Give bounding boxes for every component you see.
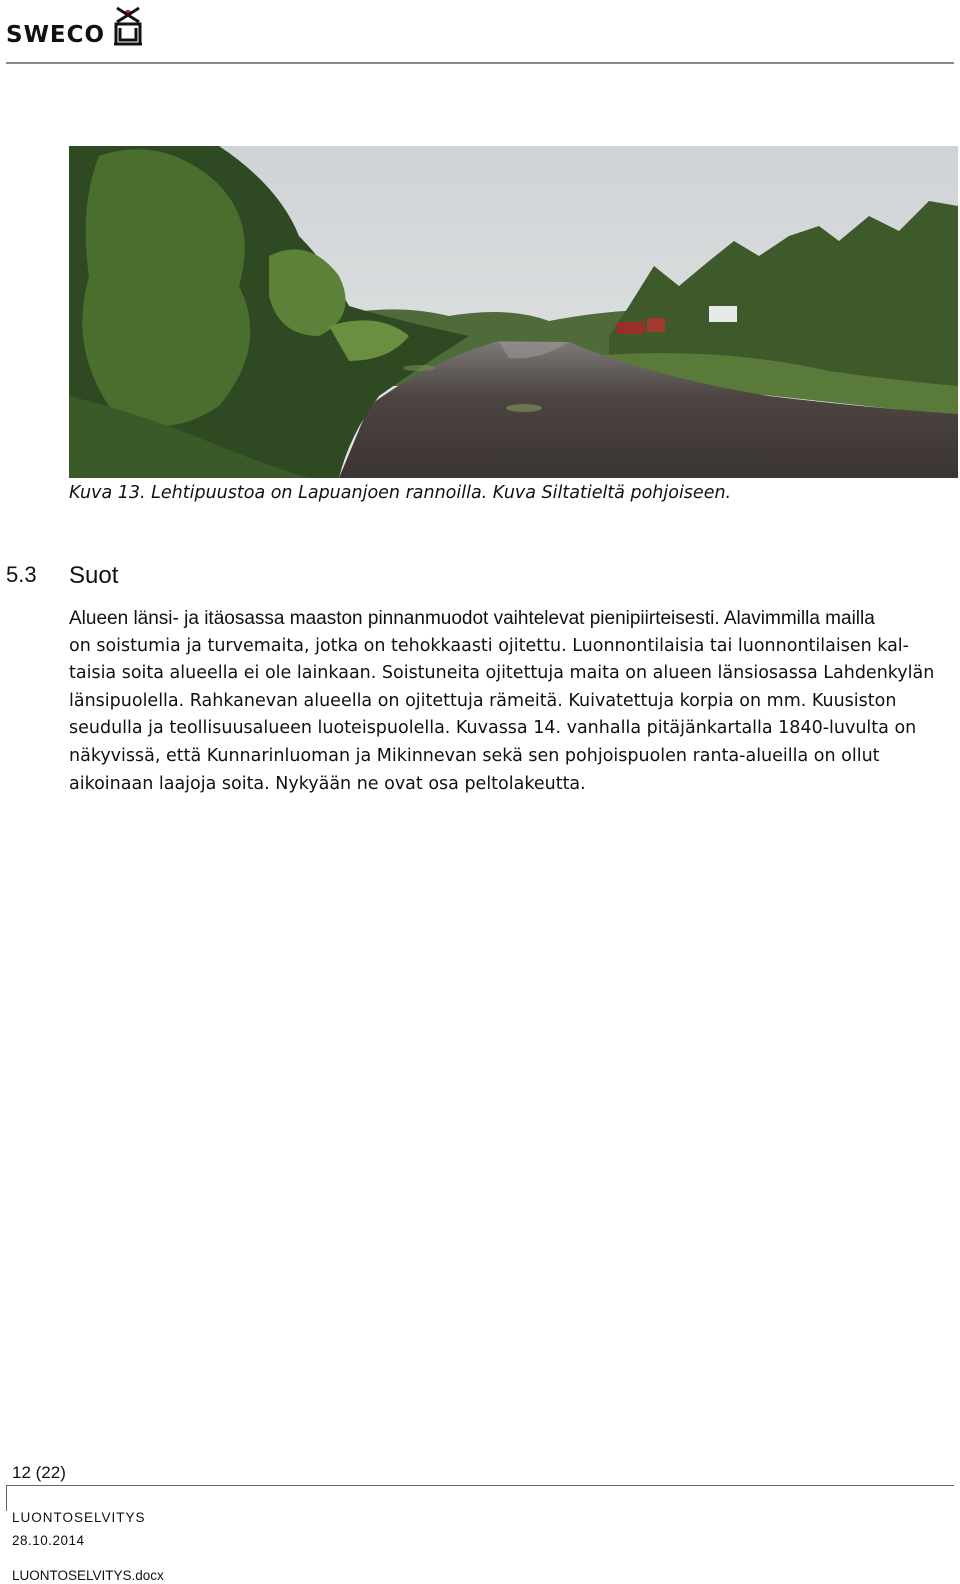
page-number: 12 (22) — [12, 1463, 66, 1482]
paragraph-line: näkyvissä, että Kunnarinluoman ja Mikinnevan sekä sen pohjoispuolen ranta-alueilla on ollut — [69, 745, 880, 766]
section-paragraph — [69, 605, 954, 798]
river-photo — [69, 146, 958, 478]
section-number: 5.3 — [6, 562, 37, 587]
paragraph-line: länsipuolella. Rahkanevan alueella on ojitettuja rämeitä. Kuivatettuja korpia on mm. Kuusiston — [69, 690, 897, 711]
paragraph-line: Alueen länsi- ja itäosassa maaston pinnanmuodot vaihtelevat pienipiirteisesti. Alavimmilla mailla — [69, 608, 875, 629]
paragraph-line: on soistumia ja turvemaita, jotka on tehokkaasti ojitettu. Luonnontilaisia tai luonnontilaisen kal- — [69, 635, 909, 656]
footer-date: 28.10.2014 — [12, 1533, 85, 1548]
footer-divider-tick — [6, 1485, 7, 1511]
footer-document-title: LUONTOSELVITYS — [12, 1510, 146, 1525]
sweco-logo — [6, 4, 146, 48]
sweco-mark-icon — [110, 4, 146, 48]
section-title: Suot — [69, 562, 119, 589]
logo-wordmark: SWECO — [6, 22, 106, 48]
footer-divider — [6, 1485, 954, 1486]
header-divider — [6, 62, 954, 64]
figure-caption: Kuva 13. Lehtipuustoa on Lapuanjoen rannoilla. Kuva Siltatieltä pohjoiseen. — [69, 483, 732, 503]
footer-filename: LUONTOSELVITYS.docx — [12, 1568, 164, 1583]
paragraph-line: aikoinaan laajoja soita. Nykyään ne ovat osa peltolakeutta. — [69, 773, 586, 794]
paragraph-line: seudulla ja teollisuusalueen luoteispuolella. Kuvassa 14. vanhalla pitäjänkartalla 1840-luvulta on — [69, 718, 917, 739]
paragraph-line: taisia soita alueella ei ole lainkaan. Soistuneita ojitettuja maita on alueen länsiosassa Lahdenkylän — [69, 663, 935, 684]
